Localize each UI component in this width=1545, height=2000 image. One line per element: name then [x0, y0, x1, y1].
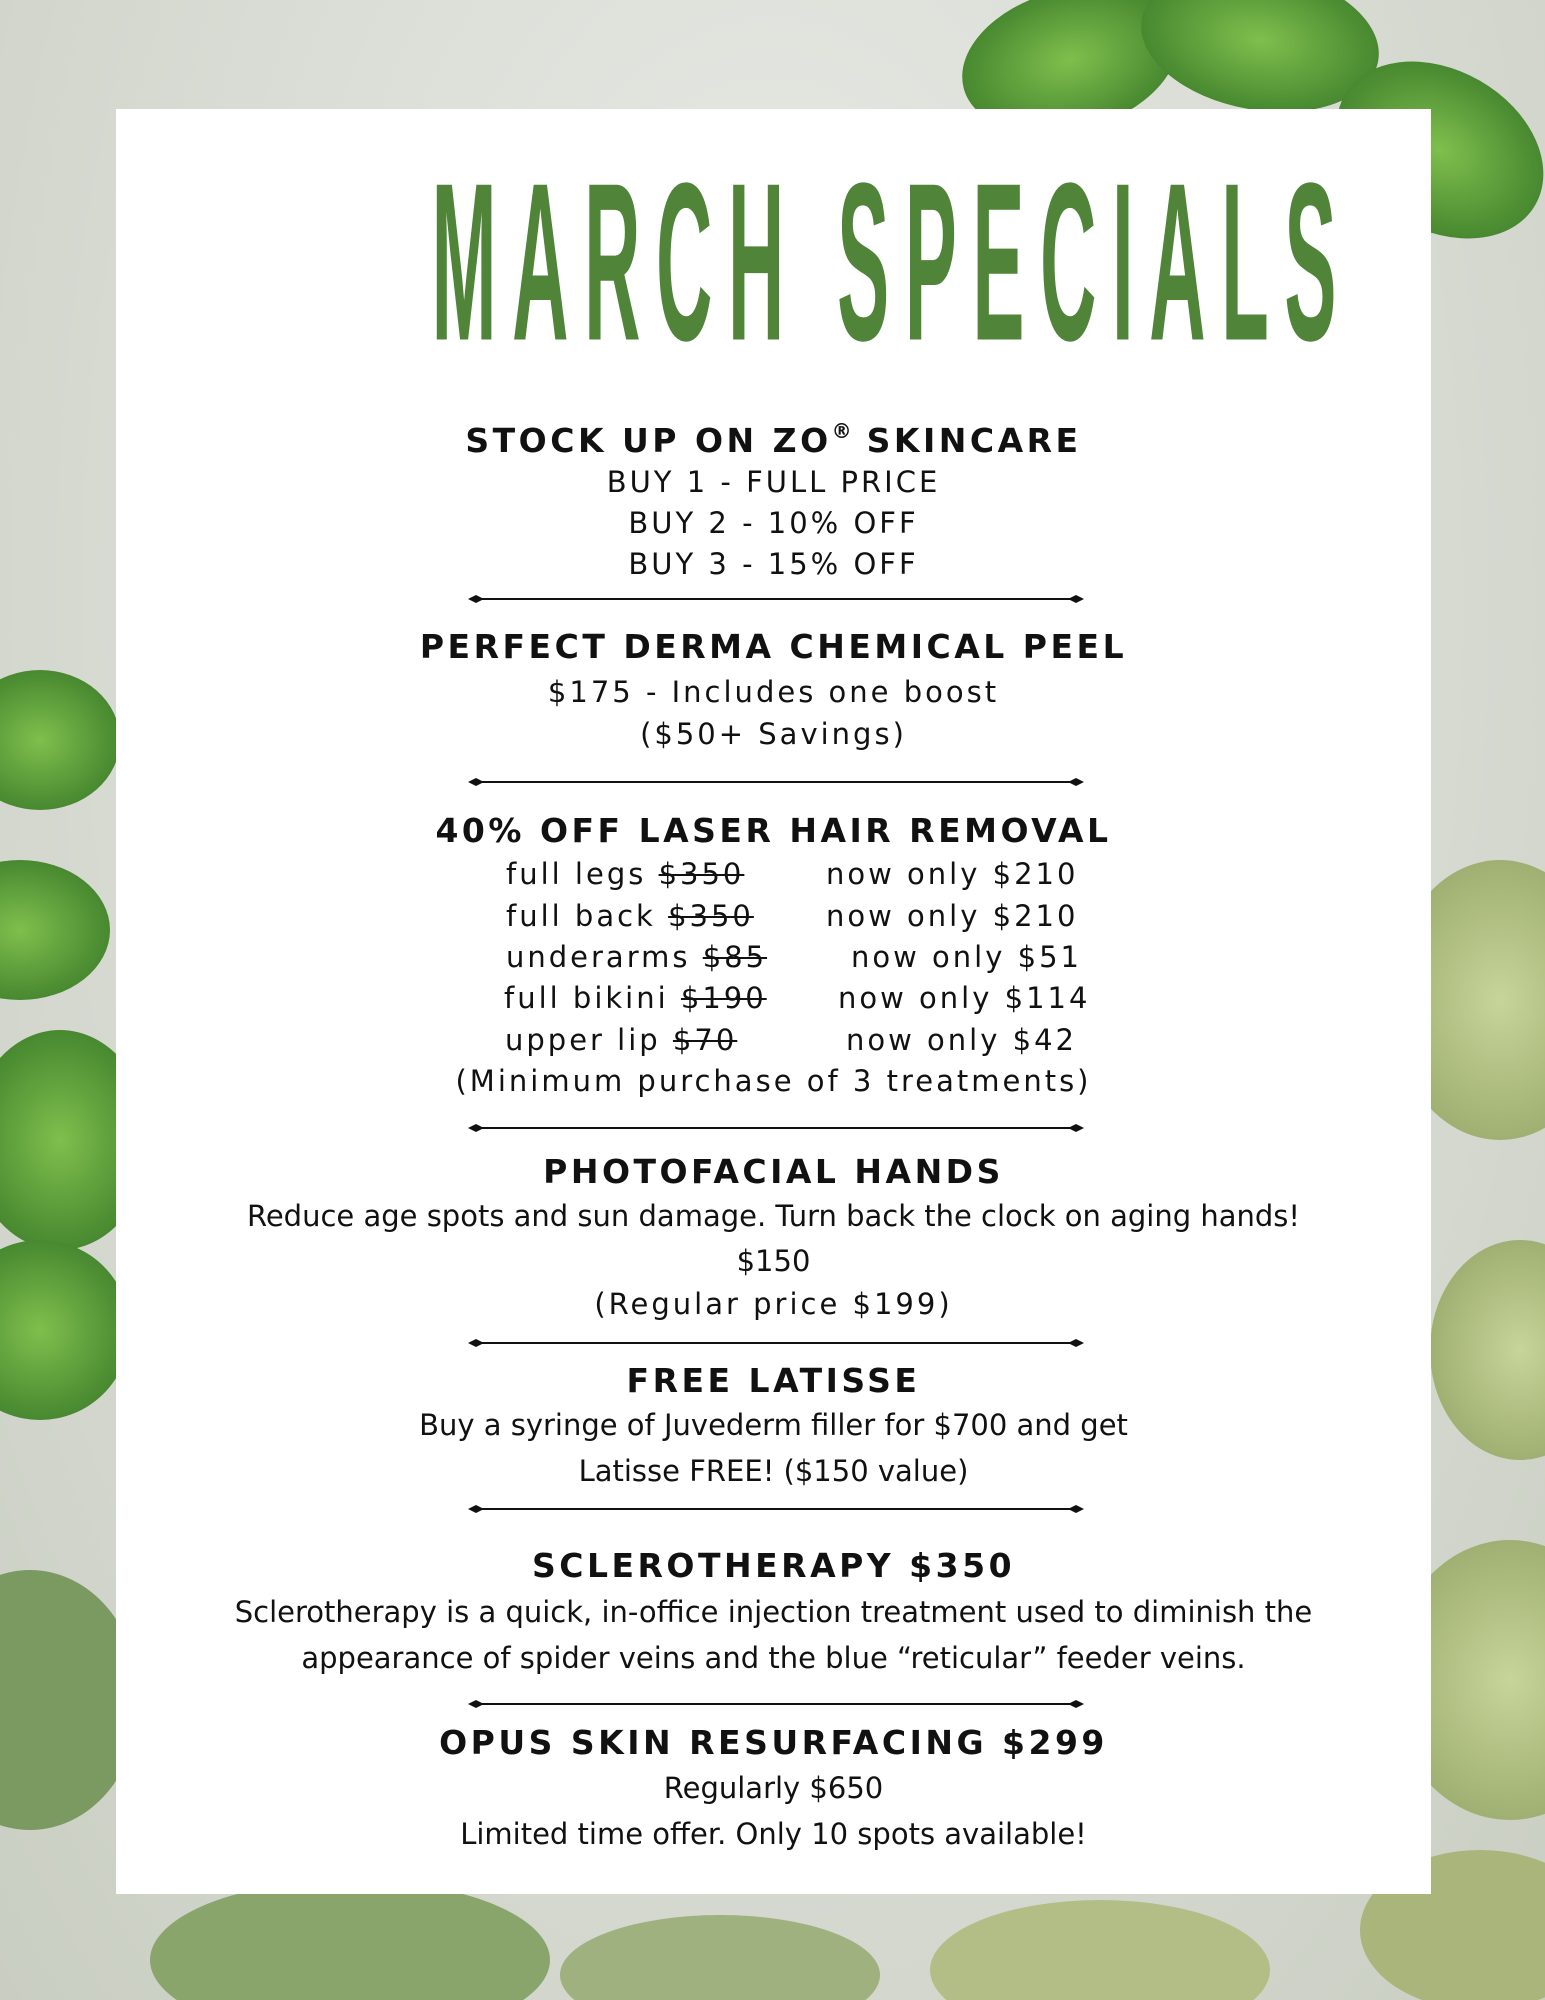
laser-area-text: upper lip [505, 1023, 673, 1057]
zo-heading-text: STOCK UP ON ZO [465, 421, 832, 460]
section-divider [116, 1694, 1431, 1714]
section-divider [116, 589, 1431, 609]
old-price: $190 [680, 981, 767, 1015]
laser-area-text: full bikini [504, 981, 681, 1015]
peel-savings: ($50+ Savings) [640, 717, 907, 751]
laser-item-now: now only $42 [846, 1023, 1077, 1057]
laser-item-area [506, 899, 754, 933]
laser-area-text: underarms [506, 940, 703, 974]
section-divider [116, 772, 1431, 792]
zo-heading [116, 419, 1431, 460]
zo-line-2: BUY 2 - 10% OFF [628, 506, 919, 540]
laser-item-now: now only $114 [838, 981, 1091, 1015]
latisse-heading: FREE LATISSE [626, 1361, 921, 1400]
specials-card [116, 109, 1431, 1894]
section-divider [116, 1499, 1431, 1519]
laser-item-now: now only $51 [851, 940, 1082, 974]
sclerotherapy-line-2: appearance of spider veins and the blue “reticular” feeder veins. [301, 1641, 1246, 1675]
laser-note: (Minimum purchase of 3 treatments) [455, 1064, 1092, 1098]
peel-heading: PERFECT DERMA CHEMICAL PEEL [419, 627, 1128, 666]
laser-item-area [506, 857, 744, 891]
laser-area-text: full back [506, 899, 669, 933]
latisse-line-1: Buy a syringe of Juvederm filler for $700 and get [419, 1408, 1128, 1442]
old-price: $350 [658, 857, 745, 891]
photofacial-price: $150 [736, 1244, 811, 1278]
laser-item-now: now only $210 [826, 899, 1079, 933]
section-divider [116, 1118, 1431, 1138]
laser-area-text: full legs [506, 857, 659, 891]
sclerotherapy-line-1: Sclerotherapy is a quick, in-office injection treatment used to diminish the [234, 1595, 1313, 1629]
opus-heading: OPUS SKIN RESURFACING $299 [439, 1723, 1108, 1762]
photofacial-description: Reduce age spots and sun damage. Turn back the clock on aging hands! [246, 1199, 1301, 1233]
sclerotherapy-heading: SCLEROTHERAPY $350 [531, 1546, 1016, 1585]
photofacial-heading: PHOTOFACIAL HANDS [543, 1152, 1004, 1191]
laser-item-area [504, 981, 767, 1015]
latisse-line-2: Latisse FREE! ($150 value) [578, 1454, 969, 1488]
old-price: $70 [672, 1023, 738, 1057]
peel-price: $175 - Includes one boost [547, 675, 1000, 709]
laser-item-area [505, 1023, 737, 1057]
registered-mark: ® [831, 419, 852, 443]
opus-regular-price: Regularly $650 [663, 1771, 884, 1805]
page-title: MARCH SPECIALS [431, 135, 1353, 388]
zo-heading-suffix: SKINCARE [851, 421, 1082, 460]
zo-line-3: BUY 3 - 15% OFF [628, 547, 919, 581]
zo-line-1: BUY 1 - FULL PRICE [606, 465, 941, 499]
photofacial-regular-price: (Regular price $199) [594, 1287, 953, 1321]
clover-bottom [150, 1880, 1270, 2000]
laser-item-now: now only $210 [826, 857, 1079, 891]
section-divider [116, 1333, 1431, 1353]
laser-heading: 40% OFF LASER HAIR REMOVAL [435, 811, 1112, 850]
laser-item-area [506, 940, 767, 974]
old-price: $350 [668, 899, 754, 933]
opus-offer-note: Limited time offer. Only 10 spots available! [460, 1817, 1087, 1851]
old-price: $85 [702, 940, 768, 974]
